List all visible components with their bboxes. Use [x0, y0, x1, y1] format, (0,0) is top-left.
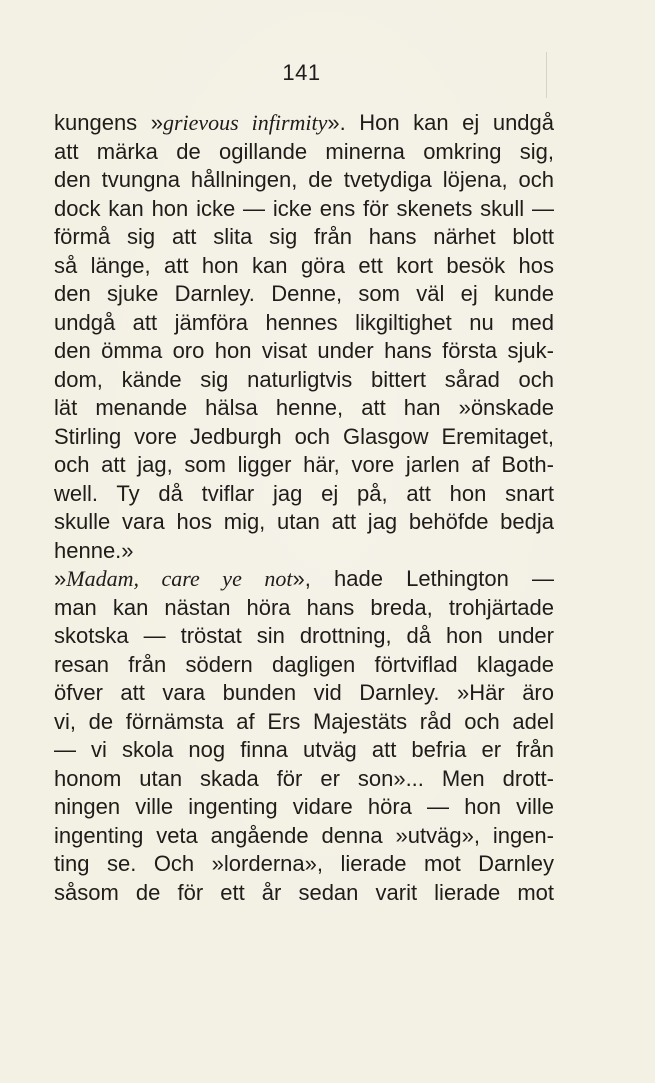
text-line: såsom de för ett år sedan varit lierade mot — [54, 879, 554, 905]
text-line: den sjuke Darnley. Denne, som väl ej kunde — [54, 281, 554, 306]
text-line — [54, 565, 554, 594]
text-line — [54, 109, 554, 138]
italic-quote: grievous infirmity — [162, 110, 328, 135]
text-line: Stirling vore Jedburgh och Glasgow Eremitaget, — [54, 423, 554, 449]
text-line: dock kan hon icke — icke ens för skenets skull — — [54, 195, 554, 221]
text-line: den ömma oro hon visat under hans första sjuk- — [54, 338, 554, 363]
text-line: man kan nästan höra hans breda, trohjärtade — [54, 594, 554, 620]
text-segment: ». Hon kan ej undgå — [327, 110, 555, 135]
text-line: ting se. Och »lorderna», lierade mot Darnley — [54, 851, 554, 876]
text-line: skotska — tröstat sin drottning, då hon under — [54, 623, 554, 648]
text-line: förmå sig att slita sig från hans närhet blott — [54, 224, 554, 249]
text-line: öfver att vara bunden vid Darnley. »Här äro — [54, 680, 554, 705]
text-segment: » — [54, 566, 67, 591]
text-line: ingenting veta angående denna »utväg», ingen- — [54, 822, 554, 848]
body-text — [54, 109, 554, 907]
text-line: honom utan skada för er son»... Men drott- — [54, 765, 554, 791]
text-line: skulle vara hos mig, utan att jag behöfde bedja — [54, 509, 554, 534]
text-line: henne.» — [54, 537, 134, 563]
italic-quote: Madam, care ye not — [66, 566, 293, 591]
text-segment: kungens » — [54, 110, 163, 135]
page-number: 141 — [282, 60, 321, 85]
text-line: ningen ville ingenting vidare höra — hon ville — [54, 794, 554, 819]
text-line: undgå att jämföra hennes likgiltighet nu med — [54, 309, 554, 335]
text-line: lät menande hälsa henne, att han »önskade — [54, 395, 554, 420]
text-line: och att jag, som ligger här, vore jarlen af Both- — [54, 452, 554, 477]
text-segment: », hade Lethington — — [292, 566, 554, 591]
text-line: att märka de ogillande minerna omkring sig, — [54, 138, 554, 164]
text-line: så länge, att hon kan göra ett kort besök hos — [54, 252, 554, 278]
text-line: — vi skola nog finna utväg att befria er från — [54, 737, 554, 762]
text-line: well. Ty då tviflar jag ej på, att hon snart — [54, 480, 554, 506]
text-line: vi, de förnämsta af Ers Majestäts råd och adel — [54, 708, 554, 734]
text-line: den tvungna hållningen, de tvetydiga löjena, och — [54, 167, 554, 192]
text-line: resan från södern dagligen förtviflad klagade — [54, 651, 554, 677]
text-line: dom, kände sig naturligtvis bittert sårad och — [54, 366, 554, 392]
